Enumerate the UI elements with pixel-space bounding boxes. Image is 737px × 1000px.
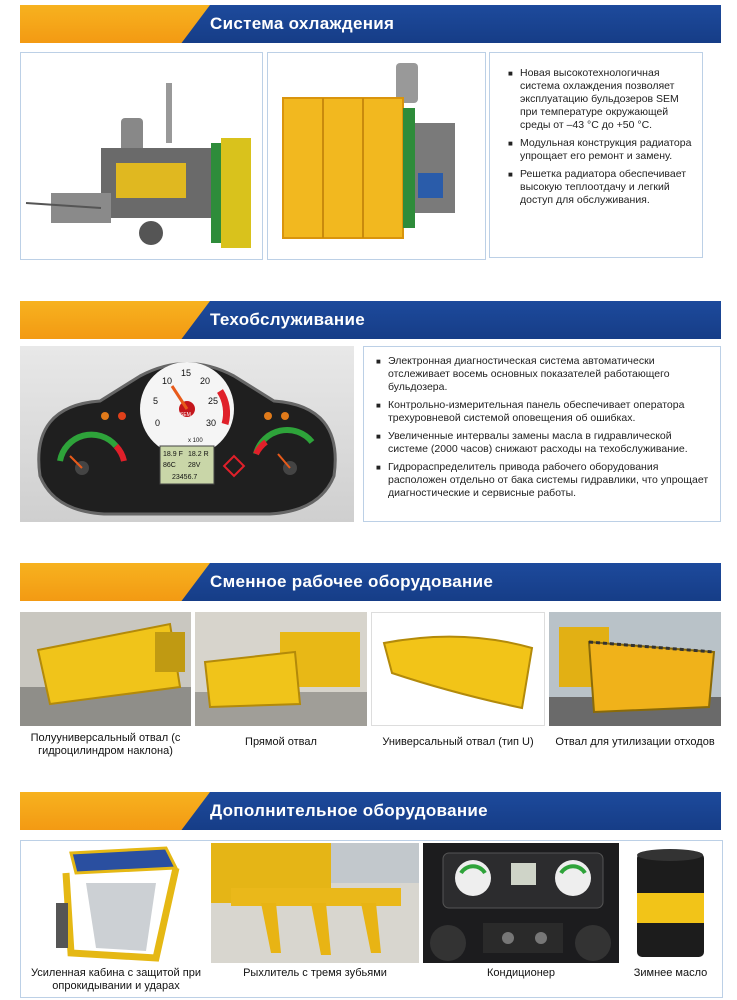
cooling-bullet: ■ Модульная конструкция радиатора упрощает его ремонт и замену.	[508, 137, 692, 163]
waste-blade-caption: Отвал для утилизации отходов	[555, 736, 715, 748]
radiator-image	[267, 52, 486, 260]
oil-barrel-image	[624, 843, 717, 963]
waste-blade-image	[549, 612, 721, 726]
tick-label: 25	[208, 396, 219, 406]
ac-panel-image	[423, 843, 619, 963]
section-title: Техобслуживание	[210, 310, 366, 329]
dashboard-image	[20, 346, 354, 522]
maintenance-bullet: ■ Увеличенные интервалы замены масла в гидравлической системе (2000 часов) снижают расходы на техобслуживание.	[376, 430, 712, 456]
tick-label: 0	[155, 418, 161, 428]
maintenance-bullet: ■ Контрольно-измерительная панель обеспечивает оператора трехуровневой системой оповещения об ошибках.	[376, 399, 712, 425]
tick-label: 30	[206, 418, 217, 428]
lcd-text: 23456.7	[172, 474, 198, 481]
lcd-text: 28V	[188, 462, 201, 469]
section-header-cooling	[20, 5, 721, 43]
maintenance-text	[363, 346, 721, 522]
cab-image	[26, 843, 206, 963]
tick-label: 10	[162, 376, 173, 386]
tick-label: 15	[181, 368, 192, 378]
oil-caption: Зимнее масло	[633, 967, 708, 979]
cab-caption: Усиленная кабина с защитой при опрокидывании и ударах	[31, 967, 201, 992]
maintenance-bullet: ■ Электронная диагностическая система автоматически отслеживает восемь основных показателей работающего бульдозера.	[376, 355, 712, 394]
maintenance-bullet: ■ Гидрораспределитель привода рабочего оборудования расположен отдельно от бака системы гидравлики, что упрощает диагностические и сервисные работы.	[376, 461, 712, 500]
u-blade-image	[371, 612, 545, 726]
ripper-caption: Рыхлитель с тремя зубьями	[243, 967, 387, 979]
lcd-text: 86C	[163, 462, 176, 469]
tick-label: 5	[153, 396, 159, 406]
section-header-attachments	[20, 563, 721, 601]
cooling-bullet: ■ Решетка радиатора обеспечивает высокую теплоотдачу и легкий доступ для обслуживания.	[508, 168, 692, 207]
ripper-image	[211, 843, 419, 963]
straight-blade-image	[195, 612, 367, 726]
tick-label: 20	[200, 376, 211, 386]
cooling-text	[489, 52, 703, 258]
section-header-extra	[20, 792, 721, 830]
straight-blade-caption: Прямой отвал	[245, 736, 317, 748]
u-blade-caption: Универсальный отвал (тип U)	[382, 736, 534, 748]
dash-brand: SEM	[180, 412, 191, 418]
cooling-bullet: ■ Новая высокотехнологичная система охлаждения позволяет эксплуатацию бульдозеров SEM при температуре окружающей среды от –43 °С до +50 °С.	[508, 67, 692, 132]
section-title: Система охлаждения	[210, 14, 395, 33]
section-title: Дополнительное оборудование	[210, 801, 488, 820]
tach-unit: x 100	[188, 438, 203, 444]
semi-u-blade-caption: Полууниверсальный отвал (с гидроцилиндром наклона)	[30, 732, 181, 757]
dashboard-svg	[20, 346, 354, 522]
semi-u-blade-image	[20, 612, 191, 726]
lcd-text: 18.2 R	[188, 451, 209, 458]
ac-caption: Кондиционер	[486, 967, 556, 979]
lcd-text: 18.9 F	[163, 451, 183, 458]
section-title: Сменное рабочее оборудование	[210, 572, 494, 591]
engine-image	[20, 52, 263, 260]
section-header-maintenance	[20, 301, 721, 339]
